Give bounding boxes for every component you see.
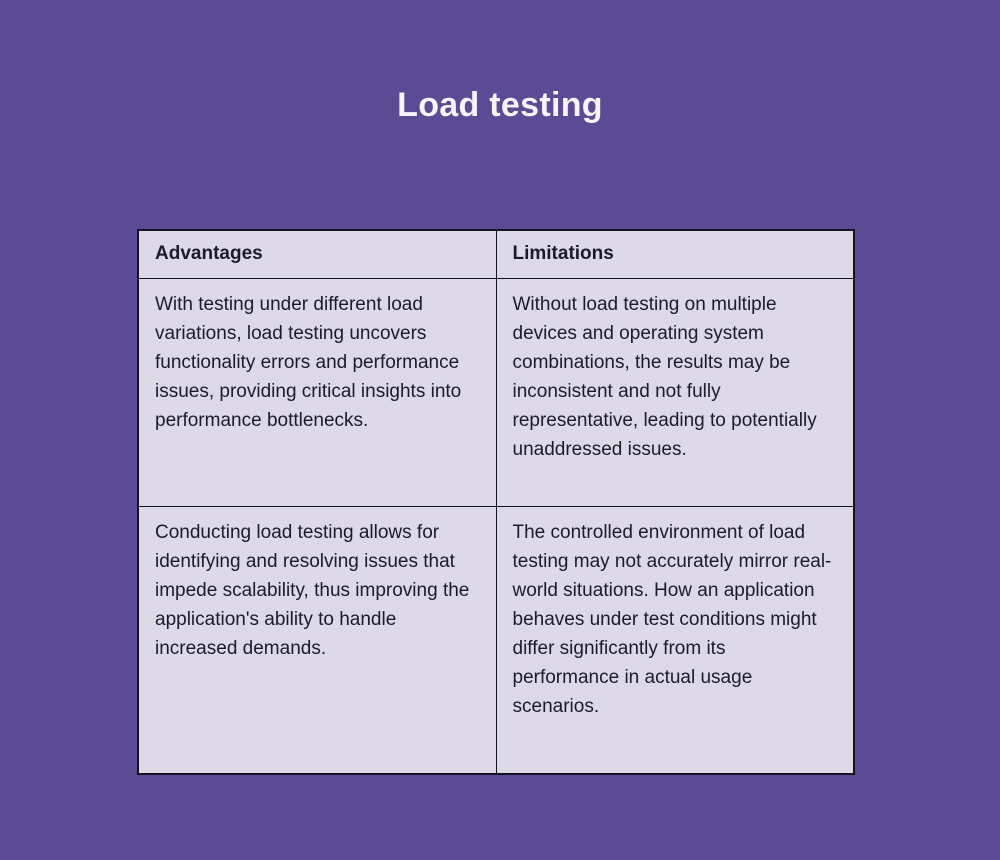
limitations-cell-row1: Without load testing on multiple devices and operating system combinations, the results may be inconsistent and not fully representative, leading to potentially unaddressed issues. bbox=[496, 278, 854, 506]
advantages-limitations-table bbox=[137, 229, 855, 775]
table-row bbox=[138, 278, 854, 506]
advantages-cell-row2: Conducting load testing allows for identifying and resolving issues that impede scalability, thus improving the application's ability to handle increased demands. bbox=[138, 506, 496, 774]
table-row bbox=[138, 506, 854, 774]
advantages-column-header: Advantages bbox=[138, 230, 496, 278]
limitations-cell-row2: The controlled environment of load testing may not accurately mirror real-world situations. How an application behaves under test conditions might differ significantly from its performance in actual usage scenarios. bbox=[496, 506, 854, 774]
advantages-cell-row1: With testing under different load variations, load testing uncovers functionality errors and performance issues, providing critical insights into performance bottlenecks. bbox=[138, 278, 496, 506]
limitations-column-header: Limitations bbox=[496, 230, 854, 278]
table-header-row bbox=[138, 230, 854, 278]
page-title: Load testing bbox=[397, 86, 603, 124]
